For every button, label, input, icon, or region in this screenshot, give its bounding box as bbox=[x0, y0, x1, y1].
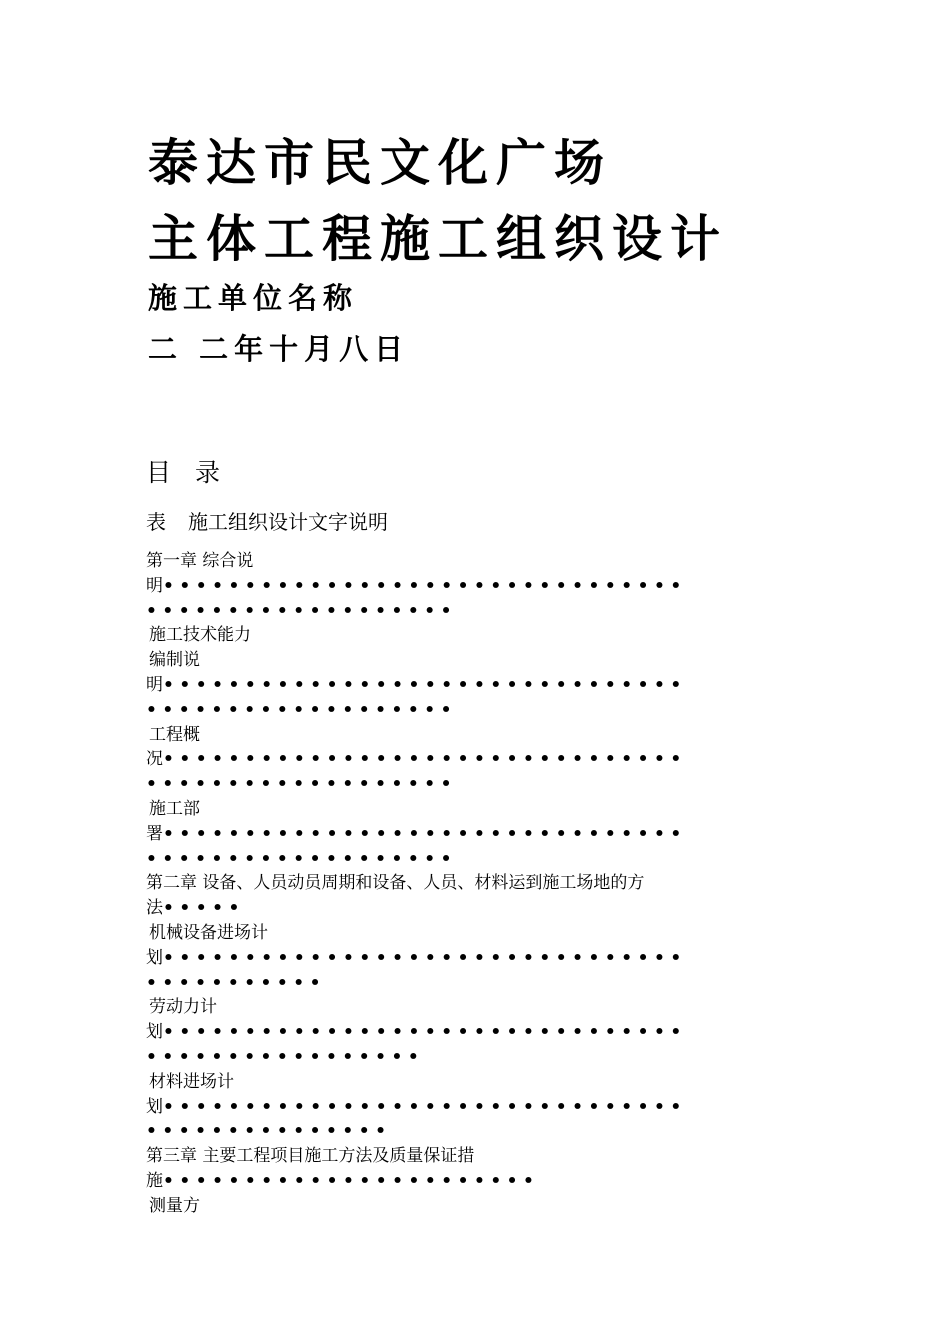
table-of-contents bbox=[146, 549, 806, 1219]
toc-line-text: 署 bbox=[146, 823, 163, 844]
toc-line-text: 工程概 bbox=[149, 724, 200, 745]
toc-line bbox=[146, 971, 806, 996]
toc-line bbox=[146, 995, 806, 1020]
toc-line-text: 机械设备进场计 bbox=[149, 922, 268, 943]
toc-line-text: 施 bbox=[146, 1170, 163, 1191]
toc-line bbox=[146, 946, 806, 971]
toc-line-text: 法 bbox=[146, 898, 163, 919]
toc-line bbox=[146, 871, 806, 896]
toc-leader-dots: ••••• bbox=[163, 898, 245, 919]
toc-leader-dots: •••••••••••••••••••••••••••••••• bbox=[163, 947, 687, 968]
toc-leader-dots: •••••••••••••••••••••••••••••••• bbox=[163, 1096, 687, 1117]
toc-leader-dots: ••••••••••••••••• bbox=[146, 1046, 425, 1067]
toc-line-text: 划 bbox=[146, 947, 163, 968]
toc-leader-dots: •••••••••••••••••••••••••••••••• bbox=[163, 749, 687, 770]
toc-leader-dots: ••••••••••••••••••• bbox=[146, 699, 457, 720]
toc-line-text: 第二章 设备、人员动员周期和设备、人员、材料运到施工场地的方 bbox=[146, 873, 645, 894]
toc-leader-dots: •••••••••••••••••••••••••••••••• bbox=[163, 823, 687, 844]
toc-table-prefix: 表 bbox=[146, 510, 166, 534]
toc-line bbox=[146, 822, 806, 847]
toc-line bbox=[146, 1169, 806, 1194]
toc-line-text: 划 bbox=[146, 1022, 163, 1043]
toc-line bbox=[146, 723, 806, 748]
toc-line bbox=[146, 648, 806, 673]
toc-line bbox=[146, 1119, 806, 1144]
toc-line bbox=[146, 747, 806, 772]
toc-leader-dots: ••••••••••••••• bbox=[146, 1121, 392, 1142]
document-title-line-1: 泰达市民文化广场 bbox=[148, 134, 612, 192]
toc-line-text: 施工技术能力 bbox=[149, 625, 251, 646]
toc-line-text: 明 bbox=[146, 674, 163, 695]
toc-table-heading bbox=[146, 512, 388, 532]
toc-heading: 目 录 bbox=[146, 458, 228, 487]
construction-company-name: 施工单位名称 bbox=[148, 281, 359, 315]
toc-leader-dots: ••••••••••••••••••• bbox=[146, 774, 457, 795]
toc-line bbox=[146, 574, 806, 599]
toc-table-title: 施工组织设计文字说明 bbox=[188, 510, 388, 534]
toc-line-text: 况 bbox=[146, 749, 163, 770]
toc-leader-dots: ••••••••••• bbox=[146, 972, 327, 993]
toc-line-text: 划 bbox=[146, 1096, 163, 1117]
toc-leader-dots: ••••••••••••••••••• bbox=[146, 848, 457, 869]
toc-leader-dots: •••••••••••••••••••••••••••••••• bbox=[163, 674, 687, 695]
toc-line bbox=[146, 1144, 806, 1169]
document-title-line-2: 主体工程施工组织设计 bbox=[148, 210, 728, 268]
toc-line bbox=[146, 623, 806, 648]
toc-line-text: 明 bbox=[146, 575, 163, 596]
toc-leader-dots: •••••••••••••••••••••••••••••••• bbox=[163, 575, 687, 596]
toc-line bbox=[146, 772, 806, 797]
toc-line-text: 第三章 主要工程项目施工方法及质量保证措 bbox=[146, 1146, 475, 1167]
toc-line bbox=[146, 896, 806, 921]
toc-line bbox=[146, 549, 806, 574]
toc-line bbox=[146, 673, 806, 698]
toc-line-text: 编制说 bbox=[149, 650, 200, 671]
toc-line bbox=[146, 1095, 806, 1120]
toc-line-text: 劳动力计 bbox=[149, 997, 217, 1018]
toc-line-text: 第一章 综合说 bbox=[146, 551, 254, 571]
toc-line bbox=[146, 797, 806, 822]
toc-line bbox=[146, 599, 806, 624]
toc-line bbox=[146, 921, 806, 946]
toc-line bbox=[146, 698, 806, 723]
toc-line-text: 材料进场计 bbox=[149, 1071, 234, 1092]
toc-line bbox=[146, 847, 806, 872]
toc-line-text: 测量方 bbox=[149, 1195, 200, 1216]
toc-leader-dots: •••••••••••••••••••••••••••••••• bbox=[163, 1022, 687, 1043]
toc-leader-dots: ••••••••••••••••••••••• bbox=[163, 1170, 540, 1191]
toc-line bbox=[146, 1070, 806, 1095]
toc-leader-dots: ••••••••••••••••••• bbox=[146, 600, 457, 621]
toc-line bbox=[146, 1194, 806, 1219]
toc-line-text: 施工部 bbox=[149, 798, 200, 819]
toc-line bbox=[146, 1045, 806, 1070]
toc-line bbox=[146, 1020, 806, 1045]
document-date: 二 二年十月八日 bbox=[148, 332, 410, 366]
